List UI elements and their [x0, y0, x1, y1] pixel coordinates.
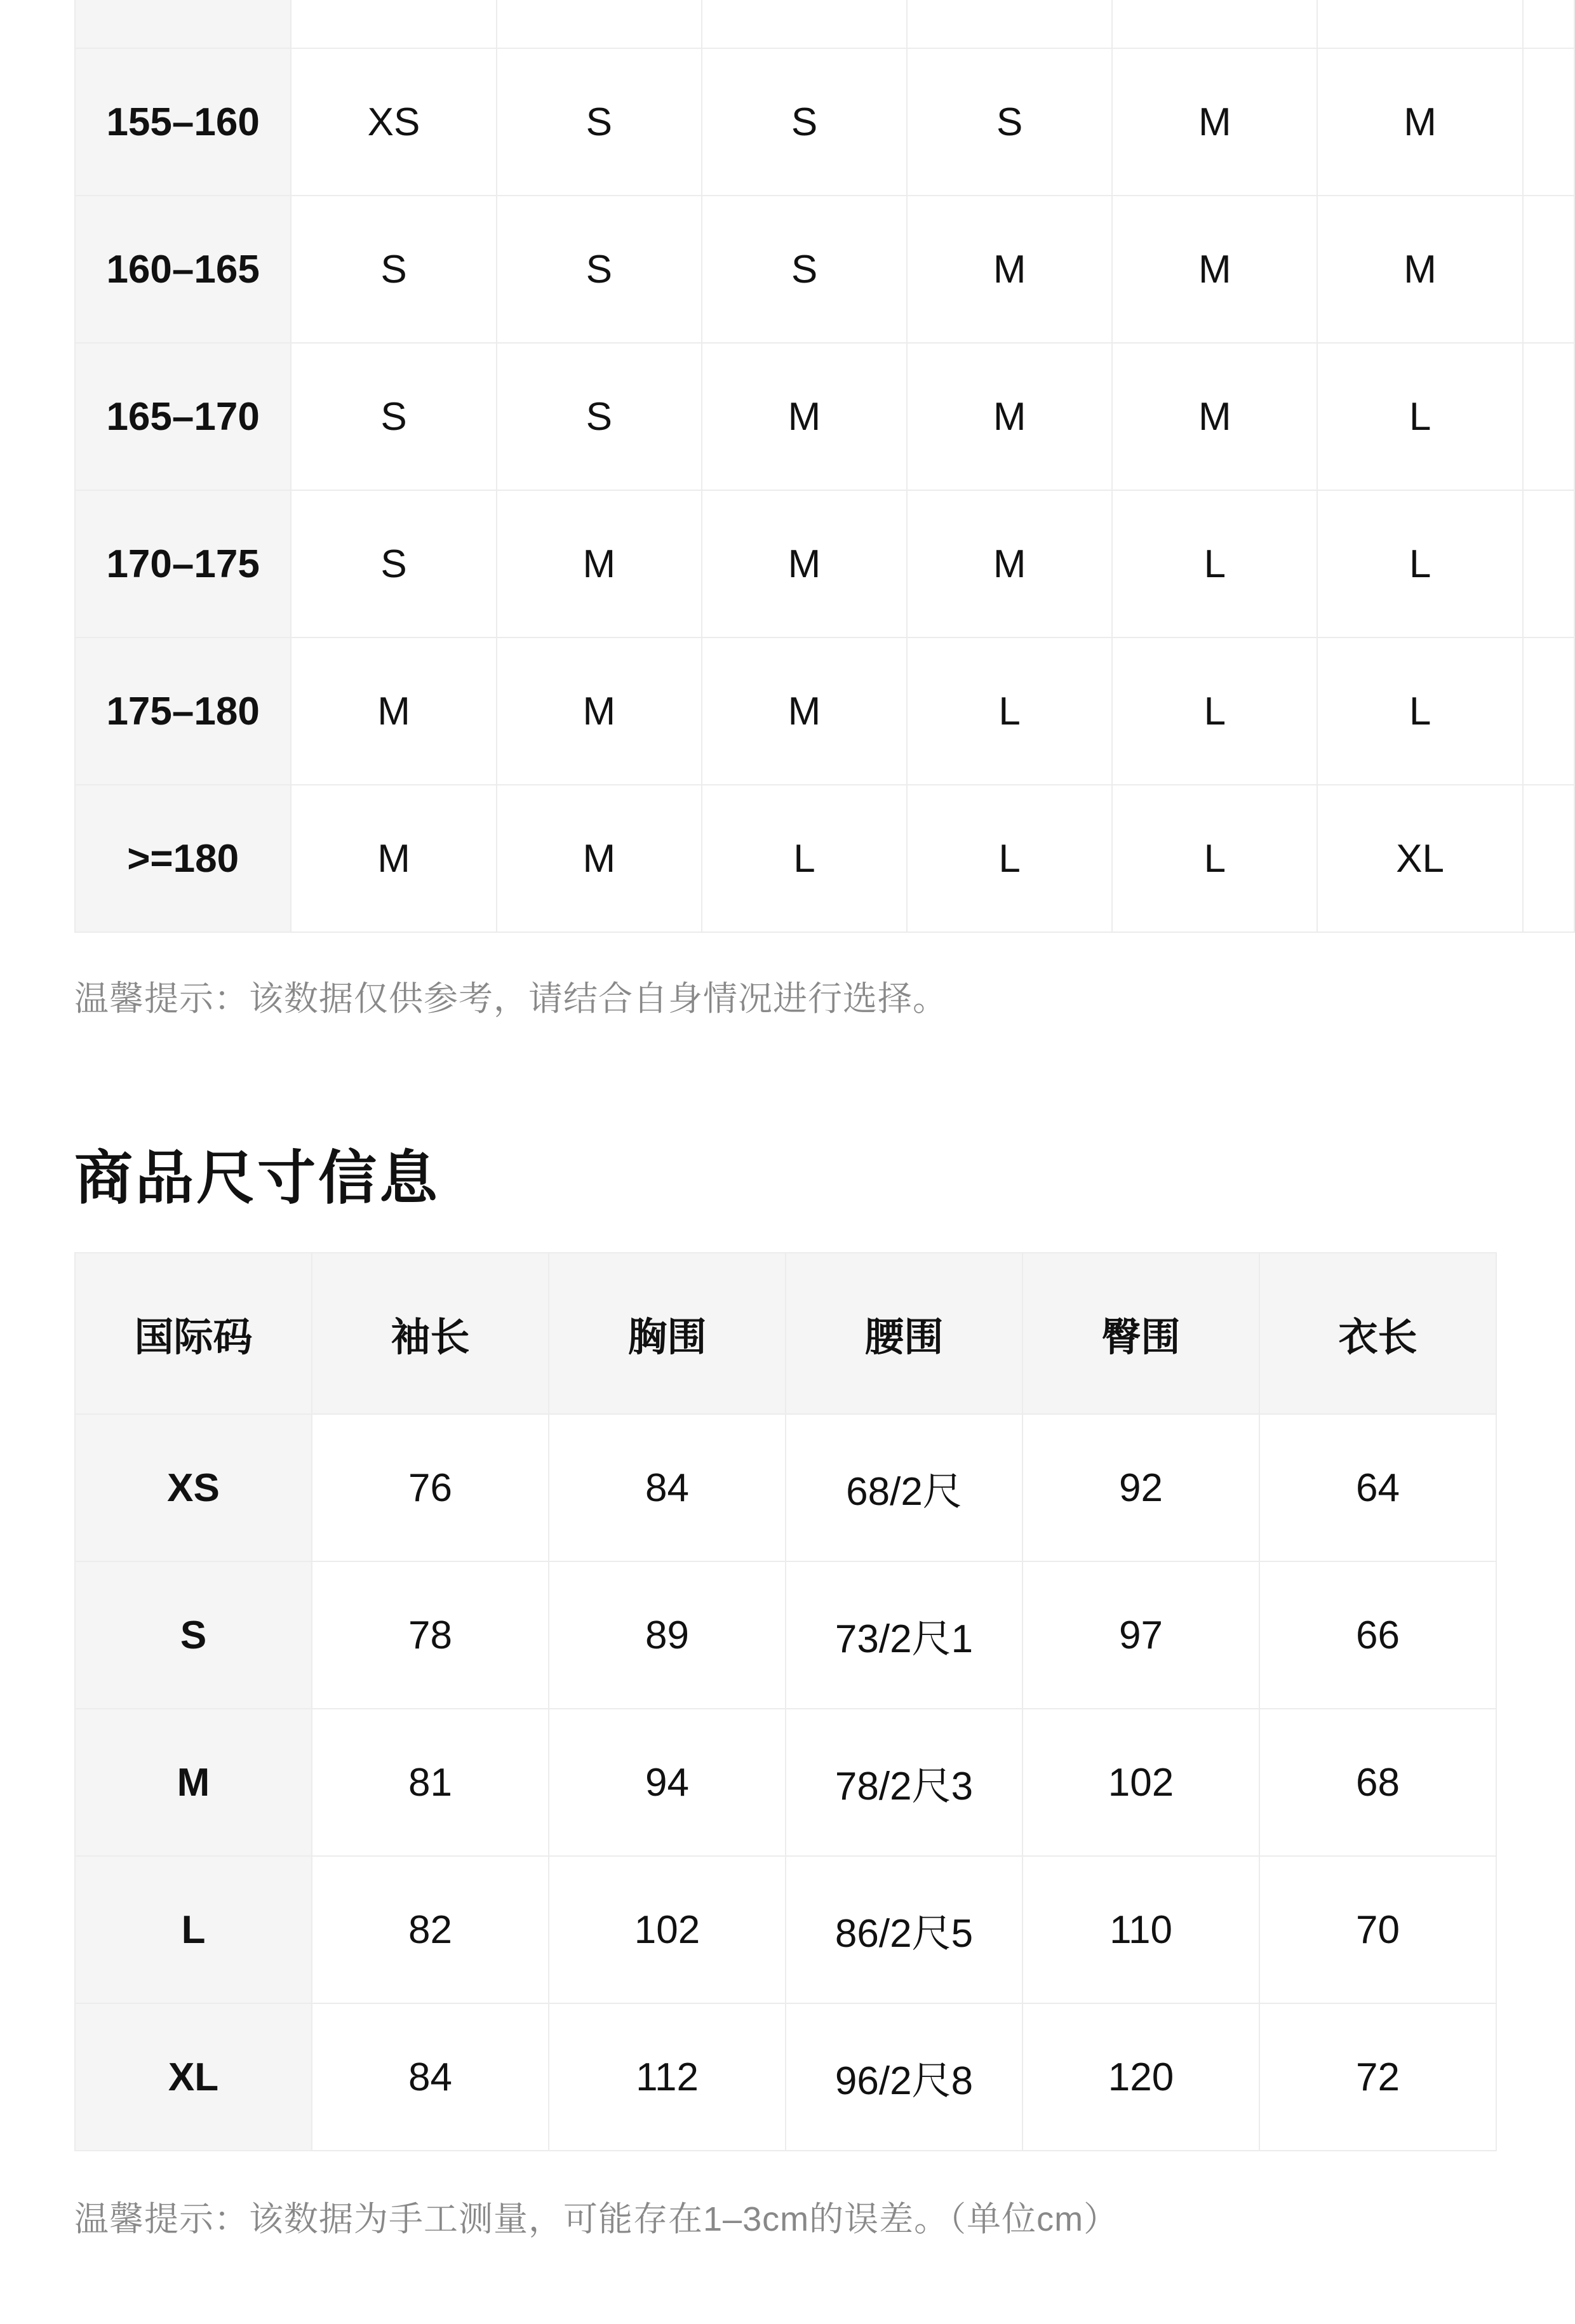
size-cell: S	[291, 343, 496, 490]
table-row	[75, 1561, 1496, 1709]
section-title: 商品尺寸信息	[74, 1146, 441, 1211]
size-cell: M	[497, 785, 702, 932]
size-cell: S	[702, 196, 907, 343]
height-range: 165–170	[75, 343, 291, 490]
size-cell: M	[1112, 196, 1317, 343]
size-cell: M	[497, 490, 702, 638]
table-cell: 112	[549, 2003, 786, 2151]
table-row	[75, 638, 1574, 785]
size-code: M	[75, 1709, 312, 1856]
size-code: L	[75, 1856, 312, 2003]
size-cell: M	[702, 638, 907, 785]
table-cell: 92	[1022, 1414, 1259, 1561]
size-cell: M	[1112, 48, 1317, 196]
table-cell: 66	[1259, 1561, 1496, 1709]
table-cell: 78/2尺3	[786, 1709, 1022, 1856]
table-row	[75, 196, 1574, 343]
table-cell: 94	[549, 1709, 786, 1856]
size-cell: M	[1317, 196, 1522, 343]
table-cell: 76	[312, 1414, 549, 1561]
size-cell: S	[907, 48, 1112, 196]
size-cell: S	[497, 343, 702, 490]
table-cell: 102	[1022, 1709, 1259, 1856]
table-row	[75, 1709, 1496, 1856]
size-cell: L	[1112, 490, 1317, 638]
size-cell: M	[291, 785, 496, 932]
table-cell: 97	[1022, 1561, 1259, 1709]
size-cell: L	[1317, 490, 1522, 638]
table-cell: 96/2尺8	[786, 2003, 1022, 2151]
table-cell: 82	[312, 1856, 549, 2003]
size-cell: L	[1112, 785, 1317, 932]
size-cell: L	[1317, 638, 1522, 785]
size-info-table	[74, 1252, 1497, 2151]
table-row	[75, 1856, 1496, 2003]
table-row	[75, 785, 1574, 932]
table-cell: 86/2尺5	[786, 1856, 1022, 2003]
table-cell: 70	[1259, 1856, 1496, 2003]
table-cell: 84	[549, 1414, 786, 1561]
column-header: 腰围	[786, 1253, 1022, 1414]
size-cell: M	[907, 490, 1112, 638]
size-cell: L	[907, 638, 1112, 785]
size-cell: XL	[1317, 785, 1522, 932]
table-header-row	[75, 1253, 1496, 1414]
table-row	[75, 490, 1574, 638]
size-cell: M	[702, 343, 907, 490]
size-code: XS	[75, 1414, 312, 1561]
size-cell: M	[907, 343, 1112, 490]
height-range: 170–175	[75, 490, 291, 638]
recommendation-tip: 温馨提示：该数据仅供参考，请结合自身情况进行选择。	[74, 980, 948, 1018]
table-row	[75, 343, 1574, 490]
size-cell: S	[497, 196, 702, 343]
table-cell: 120	[1022, 2003, 1259, 2151]
table-cell: 73/2尺1	[786, 1561, 1022, 1709]
table-cell: 78	[312, 1561, 549, 1709]
table-cell: 102	[549, 1856, 786, 2003]
column-header: 袖长	[312, 1253, 549, 1414]
table-row	[75, 1414, 1496, 1561]
size-cell: L	[907, 785, 1112, 932]
height-range: >=180	[75, 785, 291, 932]
height-range: 175–180	[75, 638, 291, 785]
column-header: 衣长	[1259, 1253, 1496, 1414]
size-cell: L	[702, 785, 907, 932]
height-range: 155–160	[75, 48, 291, 196]
size-cell: S	[702, 48, 907, 196]
table-cell: 89	[549, 1561, 786, 1709]
table-cell: 84	[312, 2003, 549, 2151]
table-cell: 64	[1259, 1414, 1496, 1561]
size-cell: M	[291, 638, 496, 785]
size-cell: S	[291, 490, 496, 638]
column-header: 臀围	[1022, 1253, 1259, 1414]
size-recommendation-table	[74, 0, 1575, 933]
measurement-tip: 温馨提示：该数据为手工测量，可能存在1–3cm的误差。（单位cm）	[74, 2200, 1119, 2238]
table-cell: 68	[1259, 1709, 1496, 1856]
size-cell: M	[497, 638, 702, 785]
size-cell: M	[1112, 343, 1317, 490]
size-cell: L	[1317, 343, 1522, 490]
size-cell: S	[291, 196, 496, 343]
size-code: XL	[75, 2003, 312, 2151]
table-row	[75, 48, 1574, 196]
size-cell: M	[907, 196, 1112, 343]
size-cell: L	[1112, 638, 1317, 785]
size-cell: M	[1317, 48, 1522, 196]
height-range: 160–165	[75, 196, 291, 343]
size-code: S	[75, 1561, 312, 1709]
table-cell: 72	[1259, 2003, 1496, 2151]
table-row	[75, 2003, 1496, 2151]
table-cell: 81	[312, 1709, 549, 1856]
column-header: 胸围	[549, 1253, 786, 1414]
table-cell: 68/2尺	[786, 1414, 1022, 1561]
size-cell: XS	[291, 48, 496, 196]
column-header: 国际码	[75, 1253, 312, 1414]
table-row-cropped	[75, 0, 1574, 48]
size-cell: S	[497, 48, 702, 196]
size-cell: M	[702, 490, 907, 638]
table-cell: 110	[1022, 1856, 1259, 2003]
